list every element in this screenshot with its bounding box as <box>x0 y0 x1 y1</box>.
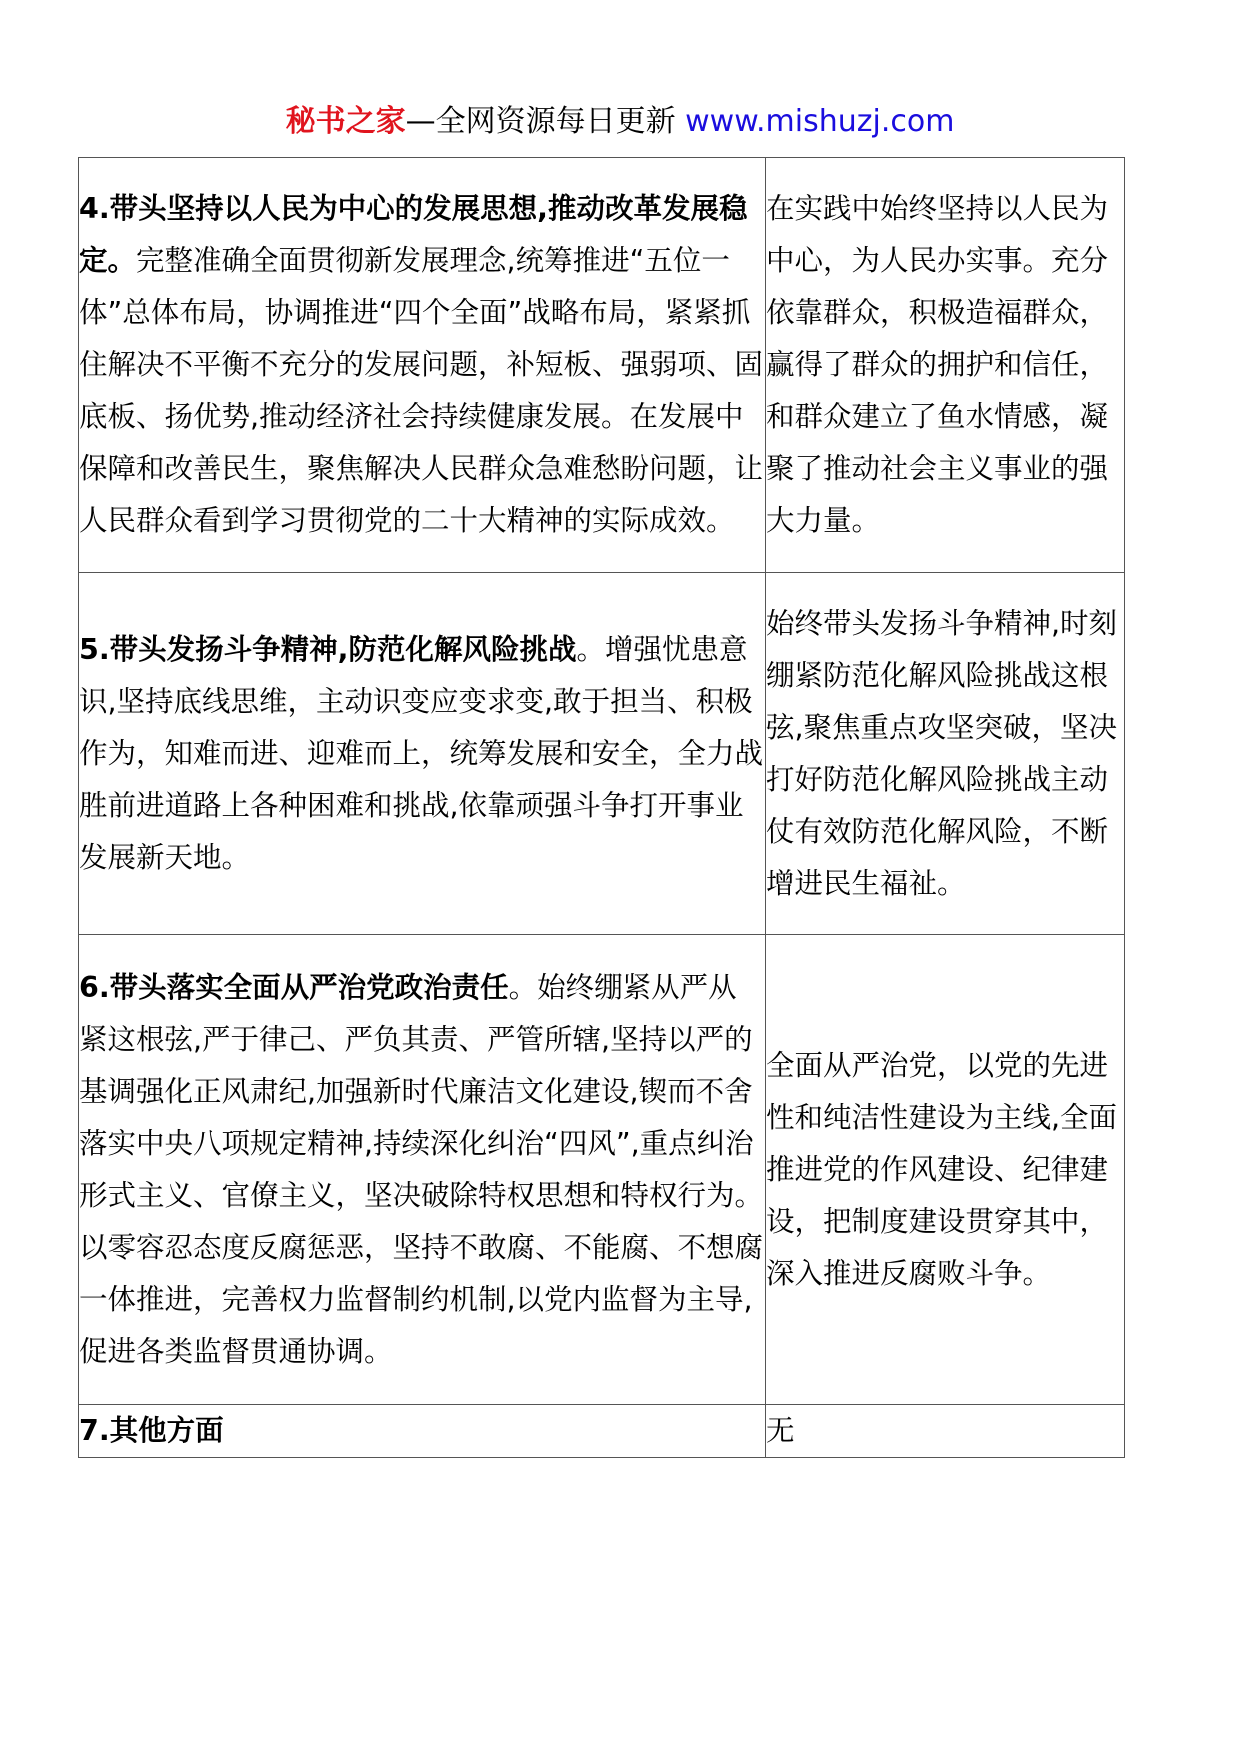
table-cell-result: 始终带头发扬斗争精神,时刻绷紧防范化解风险挑战这根弦,聚焦重点攻坚突破，坚决打好防范化解风险挑战主动仗有效防范化解风险，不断增进民生福祉。 <box>766 573 1125 935</box>
item-body: 。始终绷紧从严从紧这根弦,严于律己、严负其责、严管所辖,坚持以严的基调强化正风肃纪,加强新时代廉洁文化建设,锲而不舍落实中央八项规定精神,持续深化纠治“四风”,重点纠治形式主义、官僚主义，坚决破除特权思想和特权行为。以零容忍态度反腐惩恶，坚持不敢腐、不能腐、不想腐一体推进，完善权力监督制约机制,以党内监督为主导,促进各类监督贯通协调。 <box>79 970 764 1368</box>
page-header <box>0 102 1240 142</box>
table-cell-result: 在实践中始终坚持以人民为中心，为人民办实事。充分依靠群众，积极造福群众，赢得了群众的拥护和信任，和群众建立了鱼水情感，凝聚了推动社会主义事业的强大力量。 <box>766 158 1125 573</box>
brand-name: 秘书之家 <box>285 104 406 139</box>
table-row <box>79 158 1125 573</box>
item-body: 完整准确全面贯彻新发展理念,统筹推进“五位一体”总体布局，协调推进“四个全面”战略布局，紧紧抓住解决不平衡不充分的发展问题，补短板、强弱项、固底板、扬优势,推动经济社会持续健康发展。在发展中保障和改善民生，聚焦解决人民群众急难愁盼问题，让人民群众看到学习贯彻党的二十大精神的实际成效。 <box>79 244 764 537</box>
header-tagline: —全网资源每日更新 <box>405 104 686 139</box>
table-cell-result: 全面从严治党，以党的先进性和纯洁性建设为主线,全面推进党的作风建设、纪律建设，把制度建设贯穿其中，深入推进反腐败斗争。 <box>766 935 1125 1405</box>
table-cell-item <box>79 573 766 935</box>
item-title: 4.带头坚持以人民为中心的发展思想,推动改革发展稳定。 <box>79 192 748 277</box>
table-cell-result: 无 <box>766 1405 1125 1458</box>
table-cell-item <box>79 935 766 1405</box>
item-title: 5.带头发扬斗争精神,防范化解风险挑战 <box>79 632 577 666</box>
table-row <box>79 935 1125 1405</box>
table-cell-item <box>79 1405 766 1458</box>
table-cell-item <box>79 158 766 573</box>
table-row <box>79 573 1125 935</box>
site-url[interactable]: www.mishuzj.com <box>685 104 955 139</box>
table-row <box>79 1405 1125 1458</box>
item-title: 7.其他方面 <box>79 1414 224 1447</box>
item-body: 。增强忧患意识,坚持底线思维，主动识变应变求变,敢于担当、积极作为，知难而进、迎难而上，统筹发展和安全，全力战胜前进道路上各种困难和挑战,依靠顽强斗争打开事业发展新天地。 <box>79 632 764 874</box>
item-title: 6.带头落实全面从严治党政治责任 <box>79 970 509 1004</box>
content-table <box>78 157 1125 1458</box>
